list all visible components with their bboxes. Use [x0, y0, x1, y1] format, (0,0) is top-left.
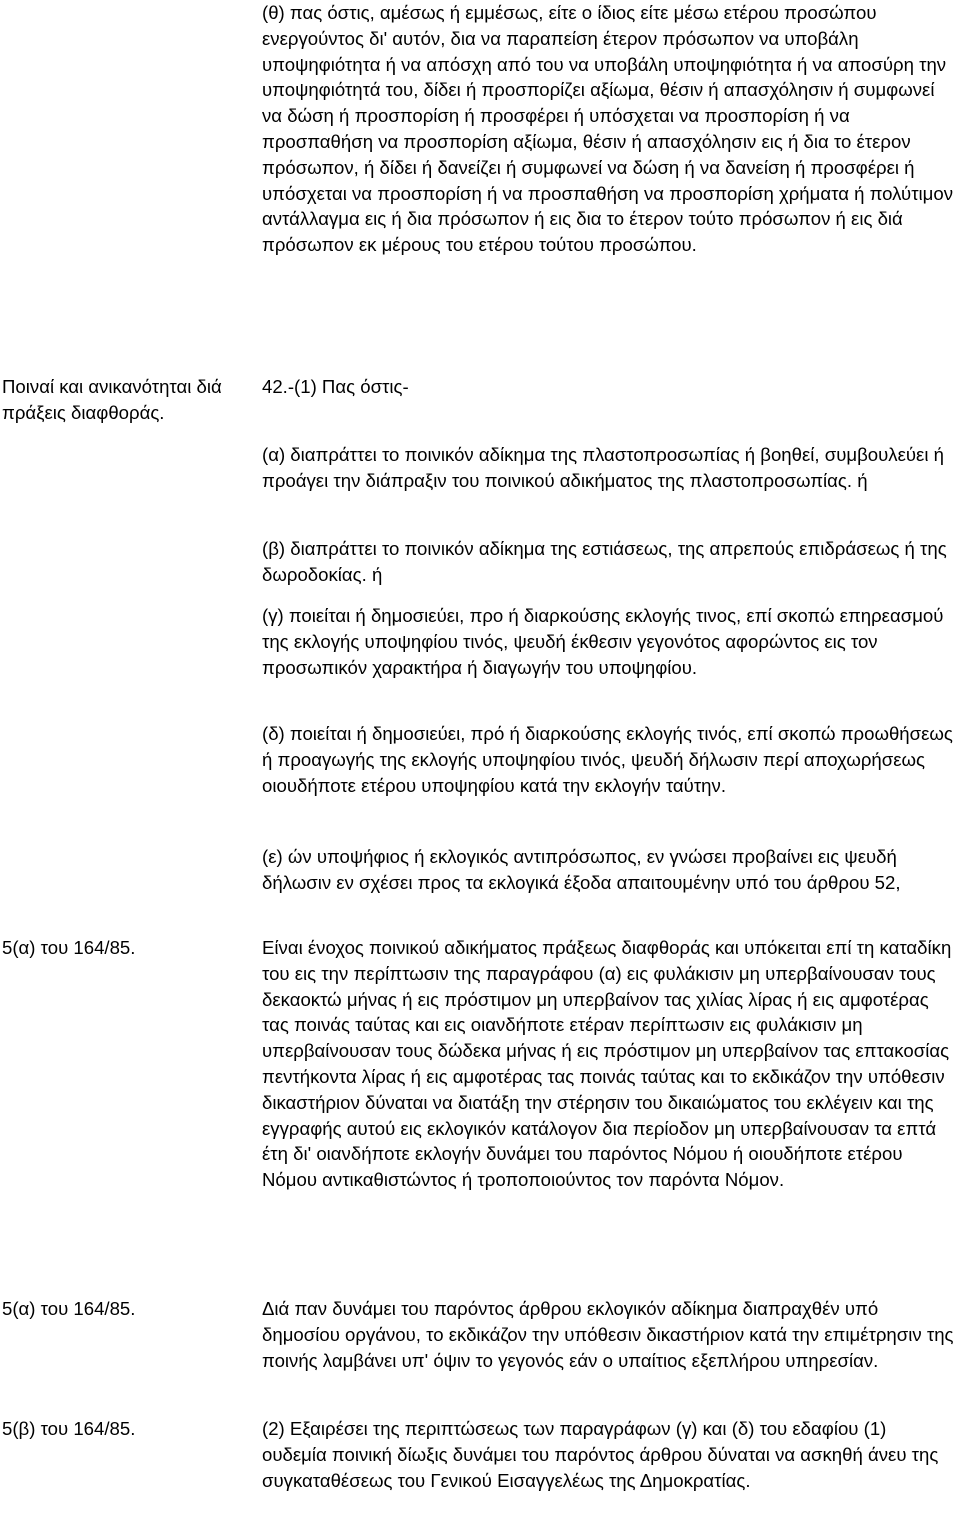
clause-b: (β) διαπράττει το ποινικόν αδίκημα της εστιάσεως, της απρεπούς επιδράσεως ή της δωροδοκίας. ή: [262, 538, 947, 585]
marginal-note-3: 5(β) του 164/85.: [2, 1418, 136, 1439]
section-heading: Ποιναί και ανικανότηται διά πράξεις διαφθοράς.: [2, 376, 222, 423]
clause-d: (δ) ποιείται ή δημοσιεύει, πρό ή διαρκούσης εκλογής τινός, επί σκοπώ προωθήσεως ή προαγωγής της εκλογής υποψηφίου τινός, ψευδή δήλωσιν περί αποχωρήσεως οιουδήποτε ετέρου υποψηφίου κατά την εκλογήν ταύτην.: [262, 723, 953, 796]
clause-a: (α) διαπράττει το ποινικόν αδίκημα της πλαστοπροσωπίας ή βοηθεί, συμβουλεύει ή προάγει την διάπραξιν του ποινικού αδικήματος της πλαστοπροσωπίας. ή: [262, 444, 944, 491]
penalty-paragraph: Είναι ένοχος ποινικού αδικήματος πράξεως διαφθοράς και υπόκειται επί τη καταδίκη του εις την περίπτωσιν της παραγράφου (α) εις φυλάκισιν μη υπερβαίνουσαν τους δεκαοκτώ μήνας ή εις πρόστιμον μη υπερβαίνον τας χιλίας λίρας ή εις αμφοτέρας τας ποινάς ταύτας και εις οιανδήποτε ετέραν περίπτωσιν εις φυλάκισιν μη υπερβαίνουσαν τους δώδεκα μήνας ή εις πρόστιμον μη υπερβαίνον τας επτακοσίας πεντήκοντα λίρας ή εις αμφοτέρας τας ποινάς ταύτας και το εκδικάζον την υπόθεσιν δικαστήριον δύναται να διατάξη την στέρησιν του δικαιώματος του εκλέγειν και της εγγραφής αυτού εις εκλογικόν κατάλογον δια περίοδον μη υπερβαίνουσαν τα επτά έτη δι' οιανδήποτε εκλογήν δυνάμει του παρόντος Νόμου ή οιουδήποτε ετέρου Νόμου αντικαθιστώντος ή τροποποιούντος τον παρόντα Νόμον.: [262, 937, 952, 1191]
section-number: 42.-(1) Πας όστις-: [262, 376, 409, 397]
marginal-note-1: 5(α) του 164/85.: [2, 937, 136, 958]
clause-c: (γ) ποιείται ή δημοσιεύει, προ ή διαρκούσης εκλογής τινος, επί σκοπώ επηρεασμού της εκλογής υποψηφίου τινός, ψευδή έκθεσιν γεγονότος αφορώντος εις τον προσωπικόν χαρακτήρα ή διαγωγήν του υποψηφίου.: [262, 605, 944, 678]
marginal-note-2: 5(α) του 164/85.: [2, 1298, 136, 1319]
subsection-2: (2) Εξαιρέσει της περιπτώσεως των παραγράφων (γ) και (δ) του εδαφίου (1) ουδεμία ποινική δίωξις δυνάμει του παρόντος άρθρου δύναται να ασκηθή άνευ της συγκαταθέσεως του Γενικού Εισαγγελέως της Δημοκρατίας.: [262, 1418, 939, 1491]
public-official-paragraph: Διά παν δυνάμει του παρόντος άρθρου εκλογικόν αδίκημα διαπραχθέν υπό δημοσίου οργάνου, το εκδικάζον την υπόθεσιν δικαστήριον κατά την επιμέτρησιν της ποινής λαμβάνει υπ' όψιν το γεγονός εάν ο υπαίτιος εξεπλήρου υπηρεσίαν.: [262, 1298, 954, 1371]
clause-e: (ε) ών υποψήφιος ή εκλογικός αντιπρόσωπος, εν γνώσει προβαίνει εις ψευδή δήλωσιν εν σχέσει προς τα εκλογικά έξοδα απαιτουμένην υπό του άρθρου 52,: [262, 846, 901, 893]
intro-paragraph: (θ) πας όστις, αμέσως ή εμμέσως, είτε ο ίδιος είτε μέσω ετέρου προσώπου ενεργούντος δι' αυτόν, δια να παραπείση έτερον πρόσωπον να υποβάλη υποψηφιότητα ή να απόσχη από του να υποβάλη υποψηφιότητα ή να αποσύρη την υποψηφιότητά του, δίδει ή προσπορίζει αξίωμα, θέσιν ή απασχόλησιν ή συμφωνεί να δώση ή προσπορίση ή προσφέρει ή υπόσχεται να προσπορίση ή να προσπαθήση να προσπορίση αξίωμα, θέσιν ή απασχόλησιν εις ή δια το έτερον πρόσωπον, ή δίδει ή δανείζει ή συμφωνεί να δώση ή να δανείση ή προσφέρει ή υπόσχεται να προσπορίση ή να προσπαθήση να προσπορίση χρήματα ή πολύτιμον αντάλλαγμα εις ή δια πρόσωπον ή εις δια το έτερον τούτο πρόσωπον ή εις διά πρόσωπον εκ μέρους του ετέρου τούτου προσώπου.: [262, 2, 954, 256]
